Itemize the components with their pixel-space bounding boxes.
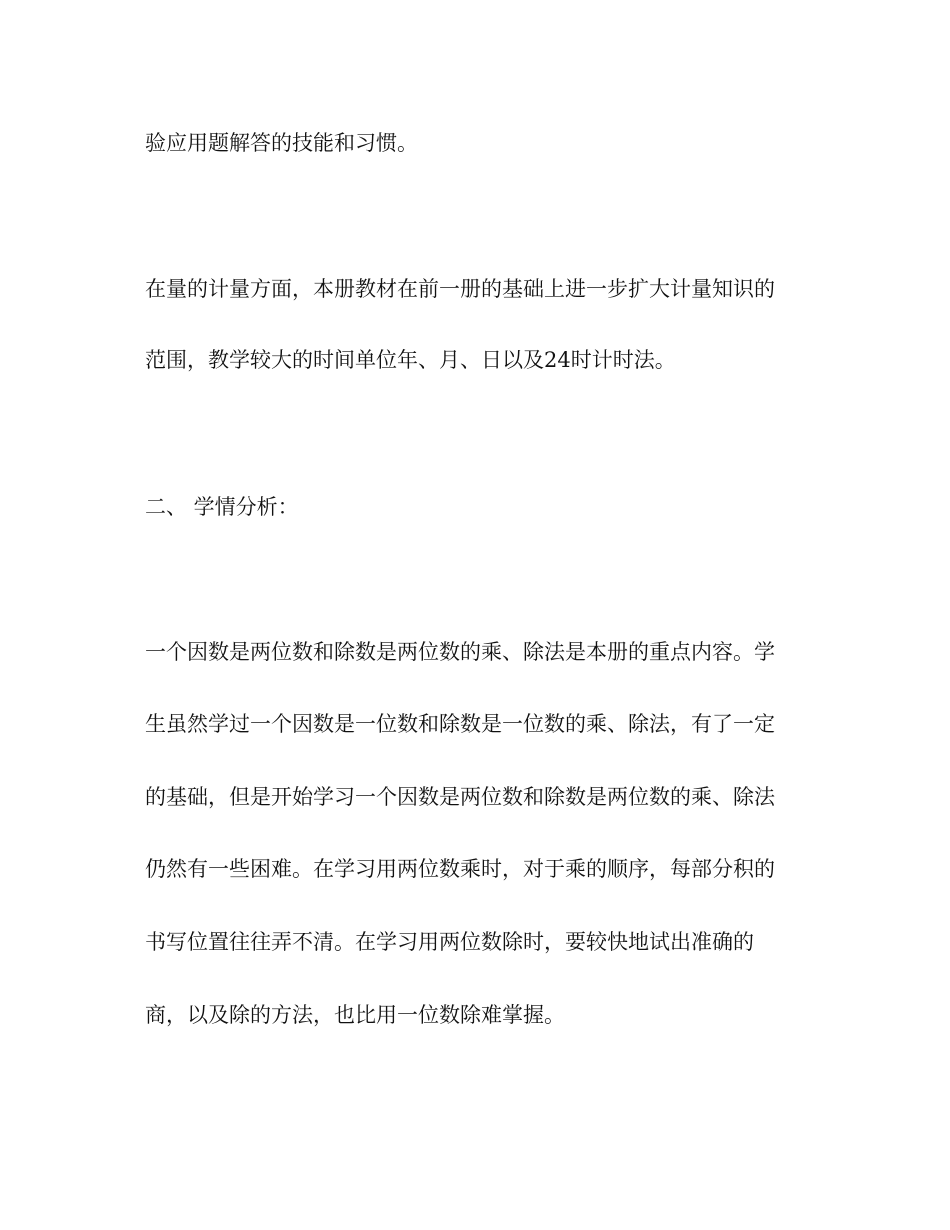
paragraph-line: 书写位置往往弄不清。在学习用两位数除时，要较快地试出准确的	[145, 930, 754, 954]
paragraph-line: 的基础，但是开始学习一个因数是两位数和除数是两位数的乘、除法	[145, 785, 775, 809]
paragraph-line: 范围，教学较大的时间单位年、月、日以及24时计时法。	[145, 348, 676, 372]
paragraph-line: 在量的计量方面，本册教材在前一册的基础上进一步扩大计量知识的	[145, 277, 775, 301]
paragraph-line: 仍然有一些困难。在学习用两位数乘时，对于乘的顺序，每部分积的	[145, 857, 775, 881]
paragraph-line: 验应用题解答的技能和习惯。	[145, 131, 418, 155]
paragraph-line: 商，以及除的方法，也比用一位数除难掌握。	[145, 1003, 565, 1027]
paragraph-line: 生虽然学过一个因数是一位数和除数是一位数的乘、除法，有了一定	[145, 712, 775, 736]
paragraph-line: 一个因数是两位数和除数是两位数的乘、除法是本册的重点内容。学	[145, 640, 775, 664]
section-heading: 二、 学情分析：	[145, 495, 299, 519]
